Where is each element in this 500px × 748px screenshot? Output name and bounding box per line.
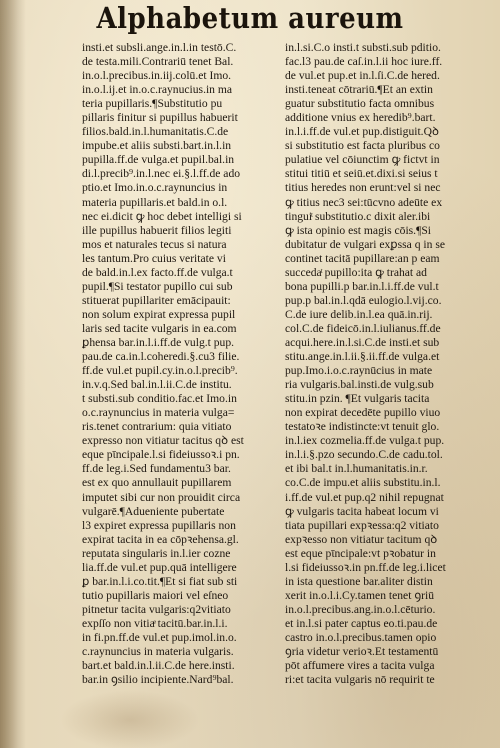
text-line: materia pupillaris.et bald.in o.l. — [82, 195, 228, 209]
text-line: in ista questione bar.aliter distin — [285, 574, 433, 588]
text-line: nec ei.dicit ꝙ hoc debet intelligi si — [82, 209, 242, 223]
text-line: additione vnius ex heredib⁹.bart. — [285, 111, 436, 125]
text-line: si substitutio est facta pluribus co — [285, 139, 440, 153]
text-line: succedaͭ pupillo:ita ꝙ trahat ad — [285, 265, 427, 279]
right-text-column — [285, 41, 489, 687]
text-line: acqui.here.in.l.si.C.de insti.et sub — [285, 335, 440, 349]
text-line: vulgarē.¶Adueniente pubertate — [82, 504, 225, 518]
text-line: expresso non vitiatur tacitus qꝺ est — [82, 434, 244, 448]
text-line: pupilla.ff.de vulga.et pupil.bal.in — [82, 153, 235, 167]
text-line: ris.tenet contrarium: quia vitiato — [82, 420, 232, 434]
text-line: filios.bald.in.l.humanitatis.C.de — [82, 125, 229, 139]
text-line: expirat tacita in ea cōpꝛehensa.gl. — [82, 532, 239, 546]
text-line: bart.et bald.in.l.ii.C.de here.insti. — [82, 659, 235, 673]
text-line: o.c.raynuncius in materia vulga= — [82, 406, 235, 420]
text-line: continet tacitā pupillare:an p eam — [285, 251, 440, 265]
text-line: bona pupilli.p bar.in.l.i.ff.de vul.t — [285, 279, 439, 293]
text-line: ꝙ titius nec3 sei:tūcvno adeūte ex — [285, 195, 443, 209]
text-line: in.l.i.ff.de vul.et pup.distiguit.Qꝺ — [285, 125, 439, 139]
text-line: ꝙ ista opinio est magis cōis.¶Si — [285, 223, 431, 237]
text-line: mos et naturales tecus si natura — [82, 237, 227, 251]
text-line: de testa.mili.Contrariū tenet Bal. — [82, 55, 234, 69]
text-line: ꝯria videtur verioꝛ.Et testamentū — [285, 645, 439, 659]
text-line: guatur substitutio facta omnibus — [285, 97, 435, 111]
text-line: tutio pupillaris maiori vel eſneo — [82, 588, 229, 602]
text-line: c.raynuncius in materia vulgaris. — [82, 645, 234, 659]
text-line: ff.de leg.i.Sed fundamentu3 bar. — [82, 462, 231, 476]
text-line: pōt affumere vires a tacita vulga — [285, 659, 435, 673]
text-line: stitui titiū et seiū.et.dixi.si seius t — [285, 167, 438, 181]
text-line: non solum expirat expressa pupil — [82, 307, 236, 321]
text-line: ꝙ vulgaris tacita habeat locum vi — [285, 504, 439, 518]
text-line: xerit in.o.l.i.Cy.tamen tenet ꝯriū — [285, 588, 435, 602]
text-line: l.si fideiussoꝛ.in pn.ff.de leg.i.licet — [285, 560, 446, 574]
left-text-column — [82, 41, 286, 687]
text-line: teria pupillaris.¶Substitutio pu — [82, 97, 223, 111]
text-line: est eque pῑncipale:vt pꝛobatur in — [285, 546, 436, 560]
text-line: in.l.iex cozmelia.ff.de vulga.t pup. — [285, 434, 445, 448]
text-line: titius heredes non erunt:vel si nec — [285, 181, 441, 195]
paper-stain — [60, 690, 200, 748]
text-line: lia.ff.de vul.et pup.quā intelligere — [82, 560, 237, 574]
text-line: insti.teneat cōtrariū.¶Et an extin — [285, 83, 433, 97]
text-line: imputet sibi cur non prouidit circa — [82, 490, 241, 504]
text-line: stitu.in pzin. ¶Et vulgaris tacita — [285, 392, 430, 406]
text-line: pup.Imo.i.o.c.raynūcius in mate — [285, 364, 433, 378]
text-line: l3 expiret expressa pupillaris non — [82, 518, 236, 532]
text-line: ꝑhensa bar.in.l.i.ff.de vulg.t pup. — [82, 335, 235, 349]
text-line: t substi.sub conditio.fac.et Imo.in — [82, 392, 237, 406]
gutter-shadow — [0, 0, 26, 748]
running-header: Alphabetum aureum — [96, 2, 404, 36]
text-line: col.C.de fideicō.in.l.iulianus.ff.de — [285, 321, 441, 335]
text-line: stitu.ange.in.l.ii.§.ii.ff.de vulga.et — [285, 350, 440, 364]
text-line: bar.in ꝯsilio incipiente.Nard⁹bal. — [82, 673, 234, 687]
text-line: ille pupillus habuerit filios legiti — [82, 223, 232, 237]
text-line: ri:et tacita vulgaris nō requirit te — [285, 673, 435, 687]
text-line: pillaris finitur si pupillus habuerit — [82, 111, 238, 125]
text-line: in.o.l.precibus.in.iij.colū.et Imo. — [82, 69, 232, 83]
text-line: de bald.in.l.ex facto.ff.de vulga.t — [82, 265, 233, 279]
text-line: ꝑ bar.in.l.i.co.tit.¶Et si fiat sub sti — [82, 574, 238, 588]
text-line: C.de iure delib.in.l.ea quā.in.rij. — [285, 307, 433, 321]
text-line: dubitatur de vulgari exꝑssa q in se — [285, 237, 445, 251]
text-line: de vul.et pup.et in.l.ſi.C.de hered. — [285, 69, 440, 83]
text-line: ria vulgaris.bal.insti.de vulg.sub — [285, 378, 434, 392]
text-line: ptio.et Imo.in.o.c.raynuncius in — [82, 181, 228, 195]
text-line: expſſo non vitiaͤ tacitū.bar.in.l.i. — [82, 616, 228, 630]
text-line: tinguiͭ substitutio.c dixit aler.ibi — [285, 209, 431, 223]
text-line: et in.l.si pater captus eo.ti.pau.de — [285, 616, 438, 630]
text-line: castro in.o.l.precibus.tamen opio — [285, 630, 437, 644]
text-line: tiata pupillari expꝛessa:q2 vitiato — [285, 518, 439, 532]
text-line: non expirat decedēte pupillo viuo — [285, 406, 441, 420]
text-line: reputata singularis in.l.ier cozne — [82, 546, 231, 560]
text-line: expꝛesso non vitiatur tacitum qꝺ — [285, 532, 438, 546]
text-line: impube.et aliis substi.bart.in.l.in — [82, 139, 232, 153]
text-line: insti.et subsli.ange.in.l.in testō.C. — [82, 41, 237, 54]
text-line: laris sed tacite vulgaris in ea.com — [82, 321, 237, 335]
text-line: in.l.i.§.pzo secundo.C.de cadu.tol. — [285, 448, 443, 462]
text-line: pupil.¶Si testator pupillo cui sub — [82, 279, 233, 293]
text-line: eque pῑncipale.l.si fideiussoꝛ.i pn. — [82, 448, 240, 462]
text-line: pau.de ca.in.l.coheredi.§.cu3 filie. — [82, 350, 240, 364]
text-line: est ex quo annullauit pupillarem — [82, 476, 232, 490]
text-line: pup.p bal.in.l.qdā eulogio.l.vij.co. — [285, 293, 442, 307]
text-line: in.o.l.ij.et in.o.c.raynucius.in ma — [82, 83, 233, 97]
text-line: stituerat pupillariter emācipauit: — [82, 293, 231, 307]
text-line: pitnetur tacita vulgaris:q2vitiato — [82, 602, 231, 616]
text-line: in.o.l.precibus.ang.in.o.l.cēturio. — [285, 602, 436, 616]
text-line: in.v.q.Sed bal.in.l.ii.C.de institu. — [82, 378, 232, 392]
text-line: les tantum.Pro cuius veritate vi — [82, 251, 226, 265]
text-line: fac.l3 pau.de caſ.in.l.ii hoc iure.ff. — [285, 55, 443, 69]
text-line: testatoꝛe indistincte:vt tenuit glo. — [285, 420, 440, 434]
text-line: in fi.pn.ff.de vul.et pup.imol.in.o. — [82, 630, 237, 644]
text-line: i.ff.de vul.et pup.q2 nihil repugnat — [285, 490, 444, 504]
text-line: et ibi bal.t in.l.humanitatis.in.r. — [285, 462, 428, 476]
text-line: in.l.si.C.o insti.t substi.sub pditio. — [285, 41, 441, 54]
text-line: ff.de vul.et pupil.cy.in.o.l.precib⁹. — [82, 364, 238, 378]
text-line: pulatiue vel cōiunctim ꝙ fictvt in — [285, 153, 440, 167]
text-line: di.l.precib⁹.in.l.nec ei.§.l.ff.de ado — [82, 167, 241, 181]
text-line: co.C.de impu.et aliis substitu.in.l. — [285, 476, 441, 490]
